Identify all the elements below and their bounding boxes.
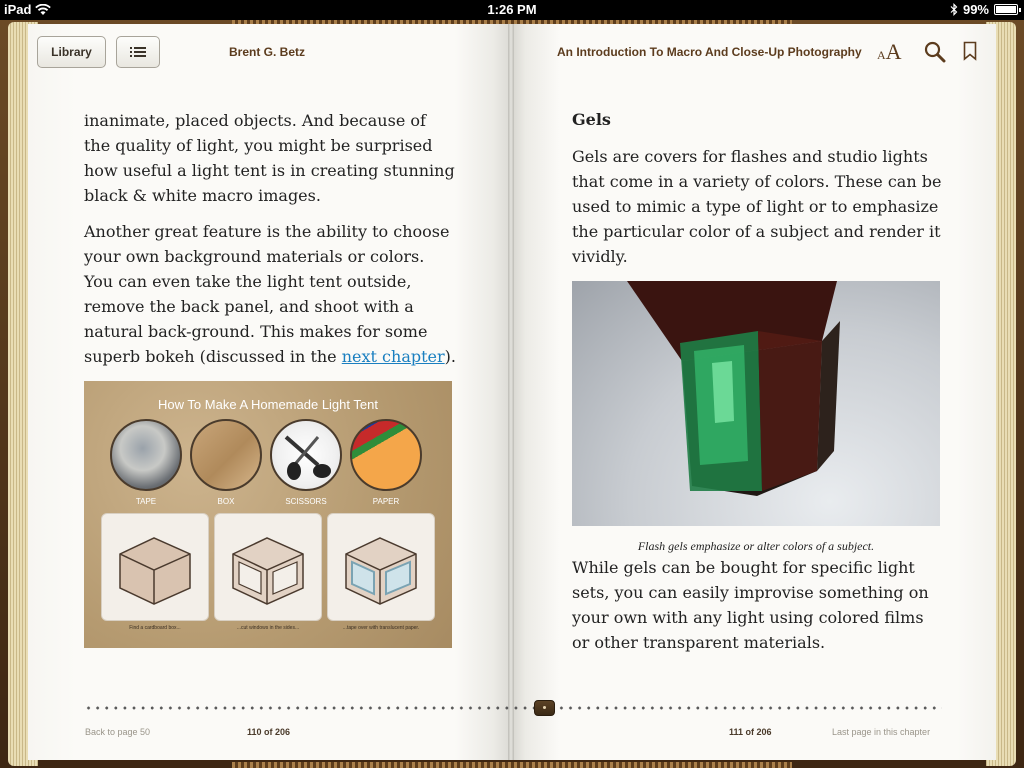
left-page-number: 110 of 206 [247, 727, 291, 737]
page-scrubber[interactable] [84, 706, 942, 710]
scissors-icon [272, 421, 340, 489]
figure-item-label: BOX [217, 497, 235, 506]
figure-title: How To Make A Homemade Light Tent [158, 397, 378, 412]
figure-item-label: TAPE [135, 497, 157, 506]
tape-image [110, 419, 182, 491]
paper-image [350, 419, 422, 491]
left-page-text [84, 108, 456, 380]
paragraph: While gels can be bought for specific light sets, you can easily improvise something on your own with any light using colored films or other transparent materials. [572, 558, 929, 652]
step-caption: ...tape over with translucent paper. [342, 625, 420, 631]
step-panel [214, 513, 322, 621]
status-bar [0, 0, 1024, 20]
font-small-label: A [877, 48, 886, 62]
right-page-text [572, 144, 944, 280]
figure-caption: Flash gels emphasize or alter colors of a subject. [637, 539, 875, 553]
bookmark-icon[interactable] [963, 41, 977, 61]
section-heading: Gels [572, 110, 611, 129]
cover-stitch-bottom [232, 762, 792, 768]
font-size-button[interactable] [877, 39, 902, 65]
book-author: Brent G. Betz [229, 45, 306, 59]
list-icon [130, 46, 146, 58]
battery-icon [994, 4, 1018, 15]
status-right [950, 2, 1018, 17]
battery-percent: 99% [962, 2, 989, 17]
right-page-number: 111 of 206 [729, 727, 772, 737]
scrubber-thumb[interactable] [534, 700, 555, 716]
right-page-text-continued [572, 555, 944, 666]
search-icon[interactable] [924, 41, 946, 63]
table-of-contents-button[interactable] [116, 36, 160, 68]
next-chapter-link[interactable]: next chapter [341, 347, 445, 366]
carrier-label: iPad [4, 2, 32, 17]
chapter-note: Last page in this chapter [832, 727, 931, 737]
box-sketch [328, 514, 434, 620]
clock: 1:26 PM [487, 2, 537, 17]
scissors-image [270, 419, 342, 491]
font-big-label: A [885, 39, 902, 64]
book-title: An Introduction To Macro And Close-Up Photography [557, 45, 862, 59]
paragraph-text: Another great feature is the ability to choose your own background materials or colors. You can even take the light tent outside, remove the back panel, and shoot with a natural back-ground. This makes for some superb bokeh (discussed in the [84, 222, 450, 366]
book-spine [508, 24, 514, 760]
paragraph: inanimate, placed objects. And because of the quality of light, you might be surprised how useful a light tent is in creating stunning black & white macro images. [84, 111, 455, 205]
box-sketch [215, 514, 321, 620]
step-panel [327, 513, 435, 621]
light-tent-figure[interactable] [84, 381, 452, 648]
paragraph: Gels are covers for flashes and studio lights that come in a variety of colors. These can be used to mimic a type of light or to emphasize the particular color of a subject and render it vividly. [572, 147, 942, 266]
box-sketch [102, 514, 208, 620]
step-panel [101, 513, 209, 621]
paragraph-text-end: ). [444, 347, 456, 366]
library-button[interactable]: Library [37, 36, 106, 68]
box-image [190, 419, 262, 491]
flash-gel-image [572, 281, 940, 526]
back-to-page-link[interactable]: Back to page 50 [85, 727, 151, 737]
step-caption: Find a cardboard box... [129, 625, 181, 631]
paragraph [84, 219, 456, 369]
bluetooth-icon [950, 3, 958, 16]
figure-item-label: PAPER [372, 497, 400, 506]
step-caption: ...cut windows in the sides... [236, 625, 300, 631]
figure-item-label: SCISSORS [285, 497, 327, 506]
flash-gel-photo[interactable] [572, 281, 940, 526]
